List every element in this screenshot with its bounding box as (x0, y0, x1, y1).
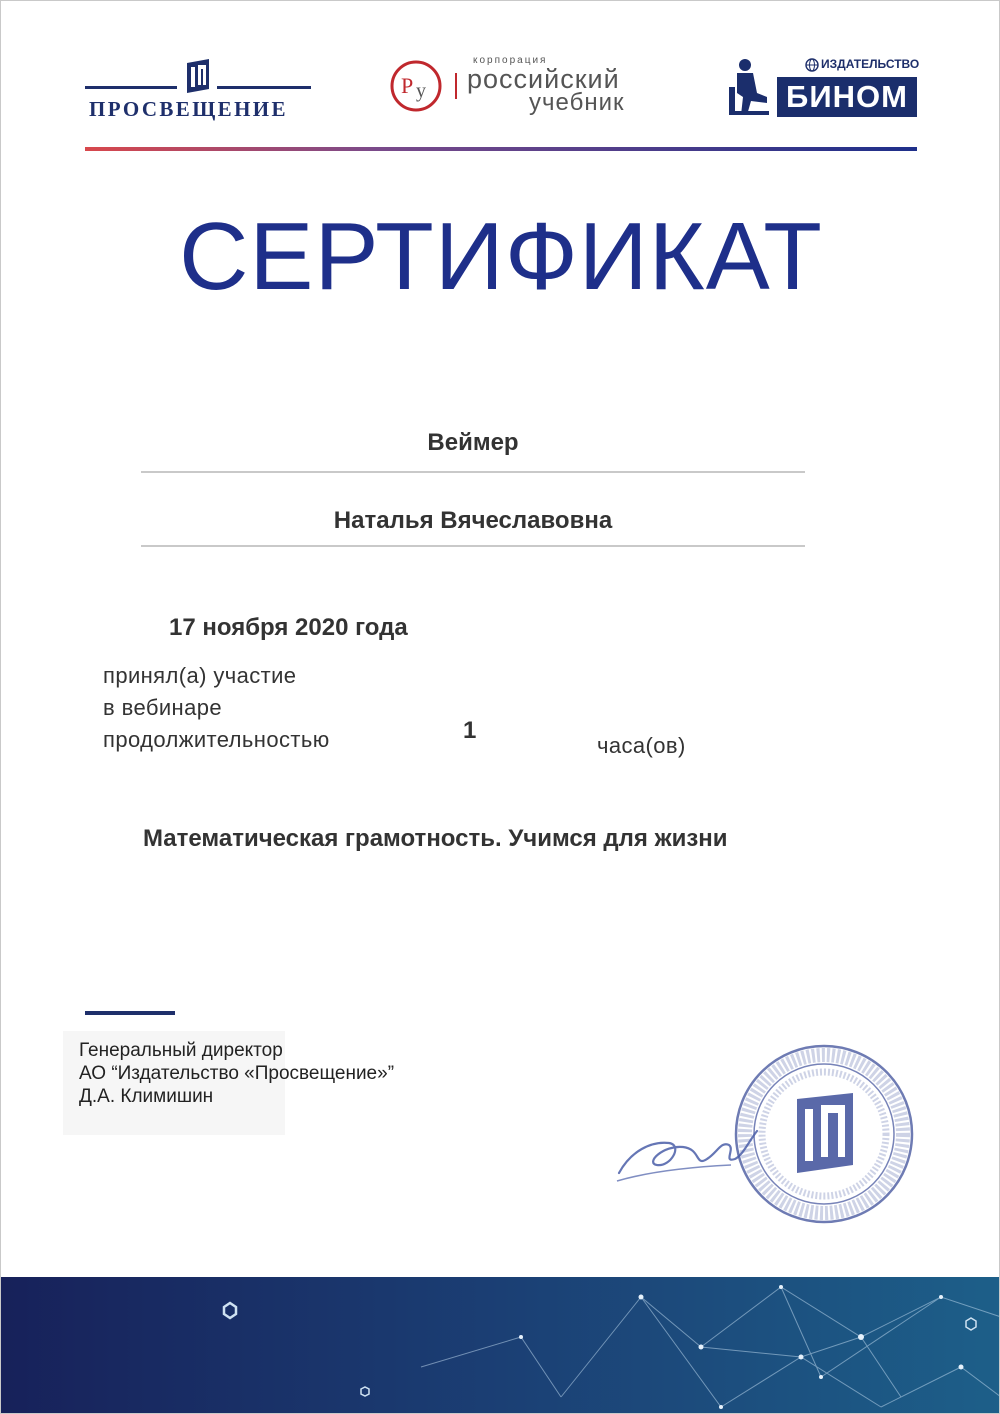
ru-circle-icon (389, 59, 443, 113)
prosveshchenie-mark-icon (185, 59, 211, 93)
given-names-underline (141, 545, 805, 547)
logo-prosveshchenie (85, 59, 311, 129)
participation-line-2: в вебинаре (103, 695, 222, 720)
logo-bar-right (217, 86, 311, 89)
participation-line-1: принял(а) участие (103, 663, 297, 688)
duration-hours: 1 (463, 717, 477, 744)
signature-accent-bar (85, 1011, 175, 1015)
surname-underline (141, 471, 805, 473)
logo-binom (725, 55, 921, 121)
certificate-title: СЕРТИФИКАТ (179, 203, 823, 310)
logo-divider (455, 73, 457, 99)
footer-network-band (1, 1277, 1000, 1414)
svg-text:у: у (416, 80, 426, 102)
logo-binom-publisher: ИЗДАТЕЛЬСТВО (821, 57, 920, 71)
event-date: 17 ноября 2020 года (169, 614, 408, 641)
svg-text:Р: Р (401, 73, 414, 98)
signature-scribble (611, 1101, 761, 1191)
webinar-topic: Математическая грамотность. Учимся для жизни (143, 825, 728, 852)
seated-person-icon (727, 57, 773, 119)
logo-russian-textbook (389, 55, 659, 121)
logo-ru-small-text: корпорация (473, 55, 548, 66)
signatory-name: Д.А. Климишин (79, 1086, 214, 1107)
header-divider (85, 147, 917, 151)
logo-ru-line1: российский (467, 64, 620, 94)
signatory-position: Генеральный директор (79, 1040, 283, 1061)
recipient-surname: Веймер (427, 429, 519, 456)
logo-ru-line2: учебник (529, 89, 625, 116)
logo-binom-name: БИНОМ (777, 77, 917, 117)
signatory-organization: АО “Издательство «Просвещение»” (79, 1063, 395, 1084)
recipient-given-names: Наталья Вячеславовна (333, 507, 613, 534)
duration-unit: часа(ов) (597, 733, 686, 758)
participation-line-3: продолжительностью (103, 727, 330, 752)
logo-bar-left (85, 86, 177, 89)
logo-prosveshchenie-text: ПРОСВЕЩЕНИЕ (89, 97, 288, 121)
